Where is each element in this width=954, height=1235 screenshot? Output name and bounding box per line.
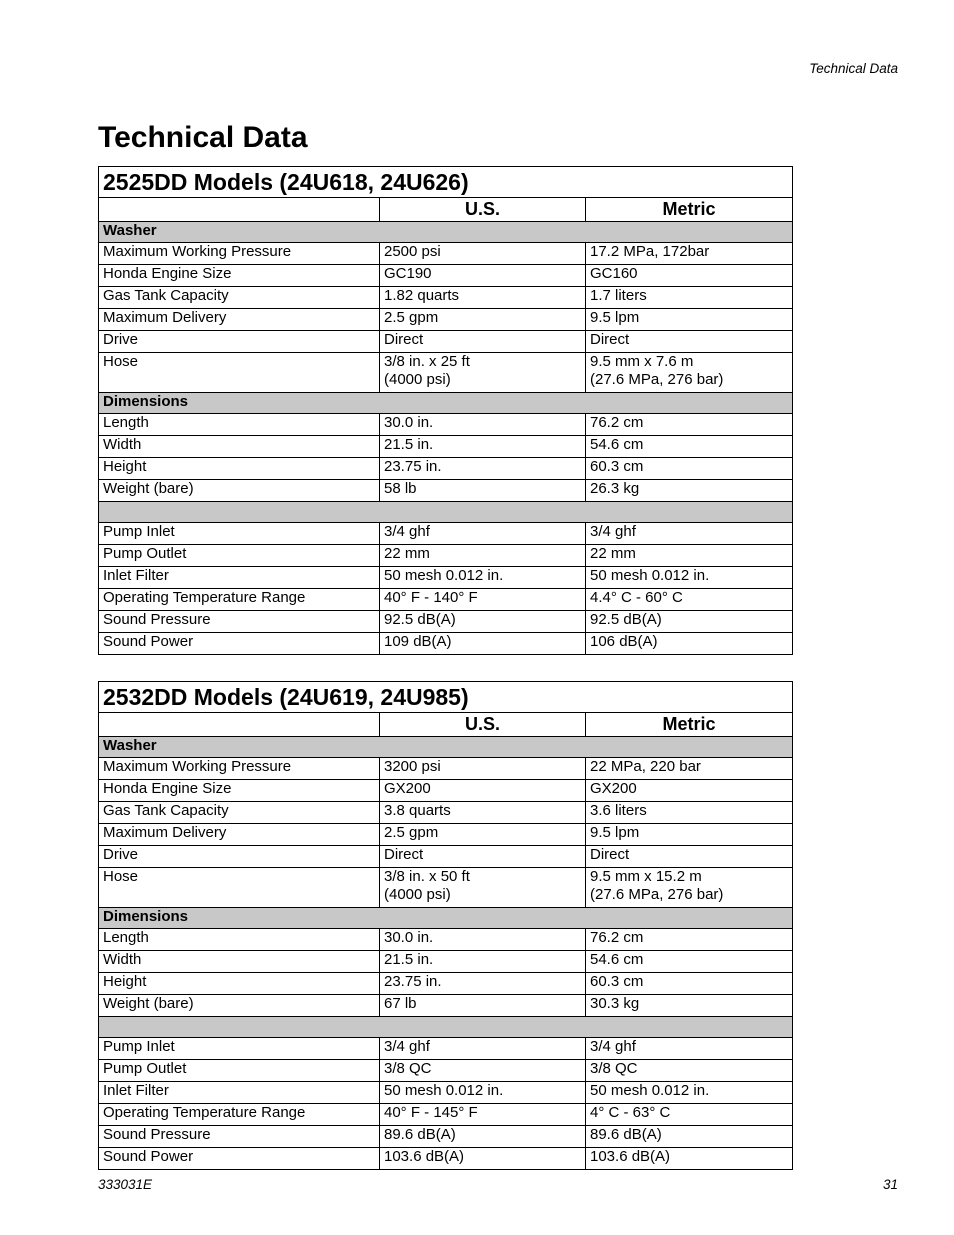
spec-us-value: 67 lb bbox=[380, 995, 586, 1017]
spec-metric-value: 50 mesh 0.012 in. bbox=[586, 567, 793, 589]
section-header: Washer bbox=[99, 737, 793, 758]
table-row bbox=[99, 1082, 793, 1104]
table-row bbox=[99, 758, 793, 780]
spec-label: Honda Engine Size bbox=[99, 780, 380, 802]
spec-us-value: 30.0 in. bbox=[380, 414, 586, 436]
spec-label: Pump Outlet bbox=[99, 545, 380, 567]
column-header-us: U.S. bbox=[380, 198, 586, 222]
spec-us-value: 3/4 ghf bbox=[380, 523, 586, 545]
table-row bbox=[99, 846, 793, 868]
spec-metric-value: 103.6 dB(A) bbox=[586, 1148, 793, 1170]
spec-label: Weight (bare) bbox=[99, 995, 380, 1017]
spec-label: Inlet Filter bbox=[99, 1082, 380, 1104]
section-header-row bbox=[99, 502, 793, 523]
section-header: Washer bbox=[99, 222, 793, 243]
spec-us-value: 21.5 in. bbox=[380, 951, 586, 973]
spec-us-value: 50 mesh 0.012 in. bbox=[380, 1082, 586, 1104]
section-header bbox=[99, 1017, 793, 1038]
spec-us-value: 1.82 quarts bbox=[380, 287, 586, 309]
spec-metric-value: 26.3 kg bbox=[586, 480, 793, 502]
spec-label: Length bbox=[99, 929, 380, 951]
table-row bbox=[99, 973, 793, 995]
spec-metric-value: 4° C - 63° C bbox=[586, 1104, 793, 1126]
spec-us-value: 89.6 dB(A) bbox=[380, 1126, 586, 1148]
document-number: 333031E bbox=[98, 1177, 153, 1192]
spec-us-line: 3/8 in. x 25 ft bbox=[384, 353, 470, 370]
spec-label: Maximum Delivery bbox=[99, 309, 380, 331]
spec-label: Width bbox=[99, 951, 380, 973]
spec-us-value: 3/8 QC bbox=[380, 1060, 586, 1082]
spec-label: Maximum Working Pressure bbox=[99, 758, 380, 780]
table-row bbox=[99, 567, 793, 589]
spec-us-value: 2.5 gpm bbox=[380, 309, 586, 331]
table-row bbox=[99, 331, 793, 353]
running-head: Technical Data bbox=[809, 61, 898, 76]
section-header: Dimensions bbox=[99, 908, 793, 929]
spec-metric-value: 89.6 dB(A) bbox=[586, 1126, 793, 1148]
table-row bbox=[99, 929, 793, 951]
spec-us-value: 92.5 dB(A) bbox=[380, 611, 586, 633]
spec-label: Gas Tank Capacity bbox=[99, 287, 380, 309]
spec-label: Drive bbox=[99, 331, 380, 353]
table-row bbox=[99, 545, 793, 567]
spec-label: Height bbox=[99, 458, 380, 480]
spec-label: Pump Inlet bbox=[99, 523, 380, 545]
table-title-row bbox=[99, 682, 793, 713]
spec-us-line: (4000 psi) bbox=[384, 886, 451, 903]
spec-metric-line: 9.5 mm x 7.6 m bbox=[590, 353, 694, 370]
table-row bbox=[99, 287, 793, 309]
spec-metric-value bbox=[586, 353, 793, 393]
spec-metric-value: 17.2 MPa, 172bar bbox=[586, 243, 793, 265]
section-header bbox=[99, 502, 793, 523]
spec-metric-line: 9.5 mm x 15.2 m bbox=[590, 868, 702, 885]
spec-metric-value bbox=[586, 868, 793, 908]
spec-metric-value: 9.5 lpm bbox=[586, 824, 793, 846]
table-row bbox=[99, 633, 793, 655]
spec-metric-value: 3/4 ghf bbox=[586, 1038, 793, 1060]
table-row bbox=[99, 309, 793, 331]
spec-us-value bbox=[380, 353, 586, 393]
section-header-row bbox=[99, 1017, 793, 1038]
spec-label: Pump Outlet bbox=[99, 1060, 380, 1082]
spec-us-line: 3/8 in. x 50 ft bbox=[384, 868, 470, 885]
spec-metric-value: Direct bbox=[586, 846, 793, 868]
spec-table-2525dd bbox=[98, 166, 793, 655]
table-row bbox=[99, 414, 793, 436]
table-title-row bbox=[99, 167, 793, 198]
spec-us-line: (4000 psi) bbox=[384, 371, 451, 388]
column-header-metric: Metric bbox=[586, 713, 793, 737]
spec-metric-line: (27.6 MPa, 276 bar) bbox=[590, 371, 724, 388]
spec-label: Maximum Working Pressure bbox=[99, 243, 380, 265]
spec-label: Drive bbox=[99, 846, 380, 868]
table-row bbox=[99, 1126, 793, 1148]
column-header-metric: Metric bbox=[586, 198, 793, 222]
spec-us-value: 23.75 in. bbox=[380, 973, 586, 995]
spec-metric-line: (27.6 MPa, 276 bar) bbox=[590, 886, 724, 903]
spec-us-value: 2500 psi bbox=[380, 243, 586, 265]
table-row bbox=[99, 436, 793, 458]
spec-metric-value: Direct bbox=[586, 331, 793, 353]
section-header-row bbox=[99, 737, 793, 758]
spec-label: Sound Power bbox=[99, 1148, 380, 1170]
table-row bbox=[99, 611, 793, 633]
spec-metric-value: 76.2 cm bbox=[586, 929, 793, 951]
spec-metric-value: 3/8 QC bbox=[586, 1060, 793, 1082]
section-header-row bbox=[99, 393, 793, 414]
page-number: 31 bbox=[882, 1177, 898, 1192]
spec-us-value: 2.5 gpm bbox=[380, 824, 586, 846]
table-row bbox=[99, 243, 793, 265]
spec-metric-value: 22 MPa, 220 bar bbox=[586, 758, 793, 780]
section-header: Dimensions bbox=[99, 393, 793, 414]
section-header-row bbox=[99, 908, 793, 929]
column-header-blank bbox=[99, 198, 380, 222]
spec-label: Sound Pressure bbox=[99, 611, 380, 633]
spec-label: Gas Tank Capacity bbox=[99, 802, 380, 824]
spec-label: Height bbox=[99, 973, 380, 995]
spec-us-value: 30.0 in. bbox=[380, 929, 586, 951]
table-row bbox=[99, 523, 793, 545]
spec-us-value: 21.5 in. bbox=[380, 436, 586, 458]
spec-us-value: 109 dB(A) bbox=[380, 633, 586, 655]
table-row bbox=[99, 1060, 793, 1082]
spec-label: Pump Inlet bbox=[99, 1038, 380, 1060]
spec-metric-value: 4.4° C - 60° C bbox=[586, 589, 793, 611]
table-row bbox=[99, 1038, 793, 1060]
column-header-row bbox=[99, 713, 793, 737]
spec-metric-value: 30.3 kg bbox=[586, 995, 793, 1017]
spec-us-value: 23.75 in. bbox=[380, 458, 586, 480]
spec-metric-value: 22 mm bbox=[586, 545, 793, 567]
spec-metric-value: 76.2 cm bbox=[586, 414, 793, 436]
section-header-row bbox=[99, 222, 793, 243]
spec-us-value: 58 lb bbox=[380, 480, 586, 502]
spec-us-value bbox=[380, 868, 586, 908]
spec-label: Operating Temperature Range bbox=[99, 589, 380, 611]
spec-label: Weight (bare) bbox=[99, 480, 380, 502]
spec-metric-value: 60.3 cm bbox=[586, 458, 793, 480]
spec-metric-value: 9.5 lpm bbox=[586, 309, 793, 331]
spec-metric-value: 54.6 cm bbox=[586, 951, 793, 973]
table-row bbox=[99, 951, 793, 973]
spec-label: Hose bbox=[99, 353, 380, 393]
spec-metric-value: 1.7 liters bbox=[586, 287, 793, 309]
table-title: 2532DD Models (24U619, 24U985) bbox=[99, 682, 793, 713]
spec-us-value: GX200 bbox=[380, 780, 586, 802]
spec-metric-value: 54.6 cm bbox=[586, 436, 793, 458]
table-row bbox=[99, 802, 793, 824]
spec-metric-value: GX200 bbox=[586, 780, 793, 802]
spec-us-value: 103.6 dB(A) bbox=[380, 1148, 586, 1170]
spec-label: Hose bbox=[99, 868, 380, 908]
spec-metric-value: 106 dB(A) bbox=[586, 633, 793, 655]
spec-us-value: 3/4 ghf bbox=[380, 1038, 586, 1060]
table-title: 2525DD Models (24U618, 24U626) bbox=[99, 167, 793, 198]
spec-metric-value: 60.3 cm bbox=[586, 973, 793, 995]
column-header-us: U.S. bbox=[380, 713, 586, 737]
spec-label: Sound Power bbox=[99, 633, 380, 655]
spec-us-value: Direct bbox=[380, 846, 586, 868]
table-row bbox=[99, 1148, 793, 1170]
spec-label: Maximum Delivery bbox=[99, 824, 380, 846]
spec-table-2532dd bbox=[98, 681, 793, 1170]
spec-metric-value: 50 mesh 0.012 in. bbox=[586, 1082, 793, 1104]
table-row bbox=[99, 824, 793, 846]
spec-label: Sound Pressure bbox=[99, 1126, 380, 1148]
table-row bbox=[99, 265, 793, 287]
spec-label: Width bbox=[99, 436, 380, 458]
spec-us-value: GC190 bbox=[380, 265, 586, 287]
spec-label: Length bbox=[99, 414, 380, 436]
spec-us-value: 3.8 quarts bbox=[380, 802, 586, 824]
table-row bbox=[99, 1104, 793, 1126]
column-header-row bbox=[99, 198, 793, 222]
spec-us-value: 22 mm bbox=[380, 545, 586, 567]
spec-us-value: 3200 psi bbox=[380, 758, 586, 780]
table-row bbox=[99, 458, 793, 480]
spec-metric-value: 3.6 liters bbox=[586, 802, 793, 824]
table-row bbox=[99, 868, 793, 908]
spec-us-value: 40° F - 145° F bbox=[380, 1104, 586, 1126]
spec-label: Operating Temperature Range bbox=[99, 1104, 380, 1126]
table-row bbox=[99, 780, 793, 802]
table-row bbox=[99, 589, 793, 611]
spec-us-value: 40° F - 140° F bbox=[380, 589, 586, 611]
spec-metric-value: 92.5 dB(A) bbox=[586, 611, 793, 633]
spec-metric-value: GC160 bbox=[586, 265, 793, 287]
spec-us-value: 50 mesh 0.012 in. bbox=[380, 567, 586, 589]
spec-metric-value: 3/4 ghf bbox=[586, 523, 793, 545]
table-row bbox=[99, 353, 793, 393]
spec-label: Inlet Filter bbox=[99, 567, 380, 589]
table-row bbox=[99, 480, 793, 502]
spec-label: Honda Engine Size bbox=[99, 265, 380, 287]
table-row bbox=[99, 995, 793, 1017]
spec-us-value: Direct bbox=[380, 331, 586, 353]
page-title: Technical Data bbox=[98, 121, 308, 154]
column-header-blank bbox=[99, 713, 380, 737]
